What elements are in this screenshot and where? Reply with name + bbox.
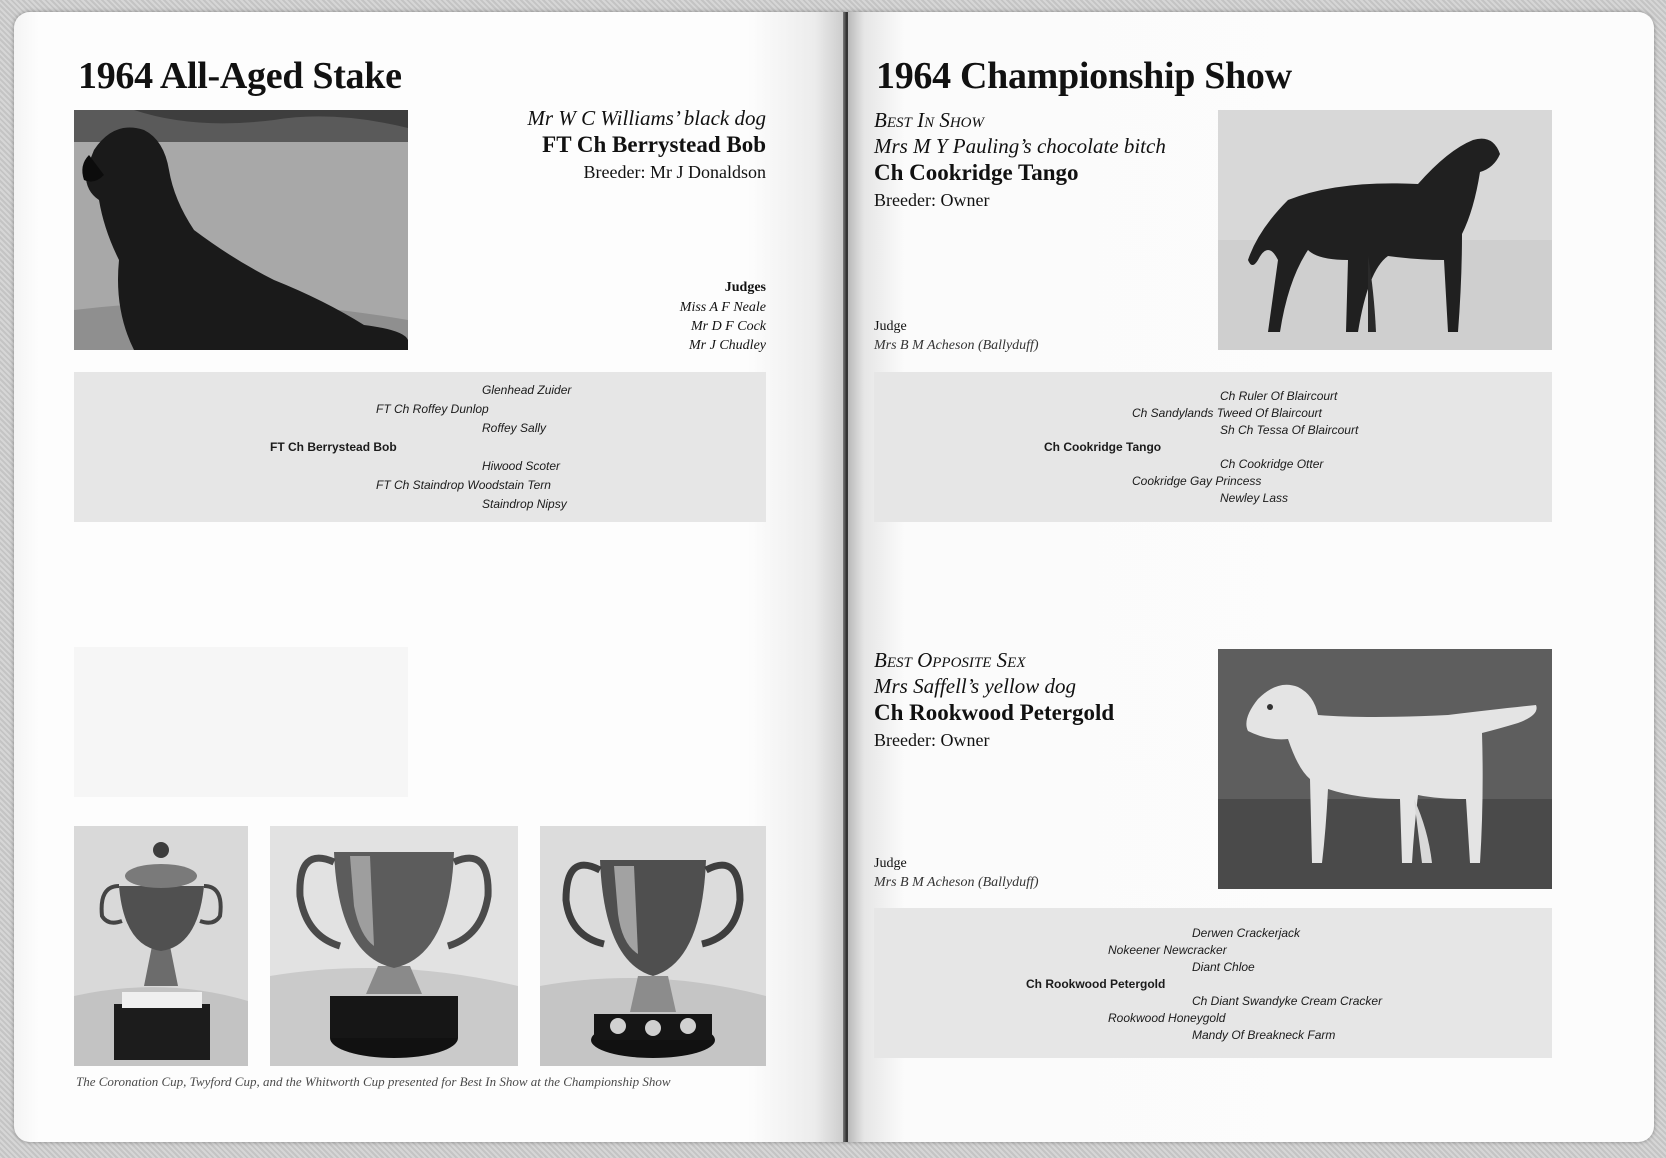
bis-breeder: Breeder: Owner xyxy=(874,190,990,210)
pedigree-dam: Rookwood Honeygold xyxy=(1108,1011,1226,1025)
pedigree-dam-dam: Mandy Of Breakneck Farm xyxy=(1192,1028,1336,1042)
best-opposite-sex-label: Best Opposite Sex xyxy=(874,648,1026,672)
left-judge-1: Miss A F Neale xyxy=(679,300,766,315)
pedigree-sire-dam: Sh Ch Tessa Of Blaircourt xyxy=(1220,423,1359,437)
pedigree-sire: Nokeener Newcracker xyxy=(1108,943,1227,957)
book-spread xyxy=(14,12,1654,1142)
left-judges-heading: Judges xyxy=(724,280,766,295)
right-page xyxy=(848,12,1654,1142)
yellow-dog-photo xyxy=(1218,649,1552,889)
pedigree-sire-dam: Diant Chloe xyxy=(1192,960,1255,974)
left-breeder: Breeder: Mr J Donaldson xyxy=(583,162,766,182)
pedigree-sire: Ch Sandylands Tweed Of Blaircourt xyxy=(1132,406,1322,420)
bis-judge-name: Mrs B M Acheson (Ballyduff) xyxy=(874,338,1039,353)
best-in-show-label: Best In Show xyxy=(874,108,984,132)
left-dog-name: FT Ch Berrystead Bob xyxy=(542,132,766,157)
pedigree-dam-sire: Hiwood Scoter xyxy=(482,459,561,473)
pedigree-sire-dam: Roffey Sally xyxy=(482,421,547,435)
pedigree-sire-sire: Ch Ruler Of Blaircourt xyxy=(1220,389,1338,403)
pedigree-dam: Cookridge Gay Princess xyxy=(1132,474,1262,488)
left-judge-3: Mr J Chudley xyxy=(689,338,766,353)
whitworth-cup-photo xyxy=(540,826,766,1066)
left-owner-line: Mr W C Williams’ black dog xyxy=(527,106,766,130)
black-dog-photo xyxy=(74,110,408,350)
pedigree-dam-dam: Newley Lass xyxy=(1220,491,1289,505)
bos-breeder: Breeder: Owner xyxy=(874,730,990,750)
pedigree-sire: FT Ch Roffey Dunlop xyxy=(376,402,489,416)
left-page-title: 1964 All-Aged Stake xyxy=(78,55,402,97)
left-judge-2: Mr D F Cock xyxy=(690,319,766,334)
pedigree-dam-dam: Staindrop Nipsy xyxy=(482,497,567,511)
pedigree-dam-sire: Ch Cookridge Otter xyxy=(1220,457,1324,471)
bos-owner-line: Mrs Saffell’s yellow dog xyxy=(874,674,1077,698)
bis-pedigree-table xyxy=(874,372,1552,522)
cups-caption: The Coronation Cup, Twyford Cup, and the Whitworth Cup presented for Best In Show at the Championship Show xyxy=(76,1074,671,1089)
twyford-cup-photo xyxy=(270,826,518,1066)
pedigree-dam-sire: Ch Diant Swandyke Cream Cracker xyxy=(1192,994,1383,1008)
chocolate-bitch-photo xyxy=(1218,110,1552,350)
bis-owner-line: Mrs M Y Pauling’s chocolate bitch xyxy=(874,134,1166,158)
pedigree-subject: Ch Rookwood Petergold xyxy=(1026,977,1166,991)
pedigree-sire-sire: Glenhead Zuider xyxy=(482,383,572,397)
pedigree-dam: FT Ch Staindrop Woodstain Tern xyxy=(376,478,551,492)
coronation-cup-photo xyxy=(74,826,248,1066)
left-page xyxy=(14,12,848,1142)
bis-dog-name: Ch Cookridge Tango xyxy=(874,160,1079,185)
bos-dog-name: Ch Rookwood Petergold xyxy=(874,700,1115,725)
pedigree-subject: Ch Cookridge Tango xyxy=(1044,440,1162,454)
pedigree-sire-sire: Derwen Crackerjack xyxy=(1192,926,1301,940)
bis-judge-heading: Judge xyxy=(874,319,907,334)
show-through-area xyxy=(74,647,408,797)
left-pedigree-table xyxy=(74,372,766,522)
right-page-title: 1964 Championship Show xyxy=(876,55,1292,97)
bos-judge-heading: Judge xyxy=(874,856,907,871)
pedigree-subject: FT Ch Berrystead Bob xyxy=(270,440,397,454)
bos-judge-name: Mrs B M Acheson (Ballyduff) xyxy=(874,875,1039,890)
bos-pedigree-table xyxy=(874,908,1552,1058)
